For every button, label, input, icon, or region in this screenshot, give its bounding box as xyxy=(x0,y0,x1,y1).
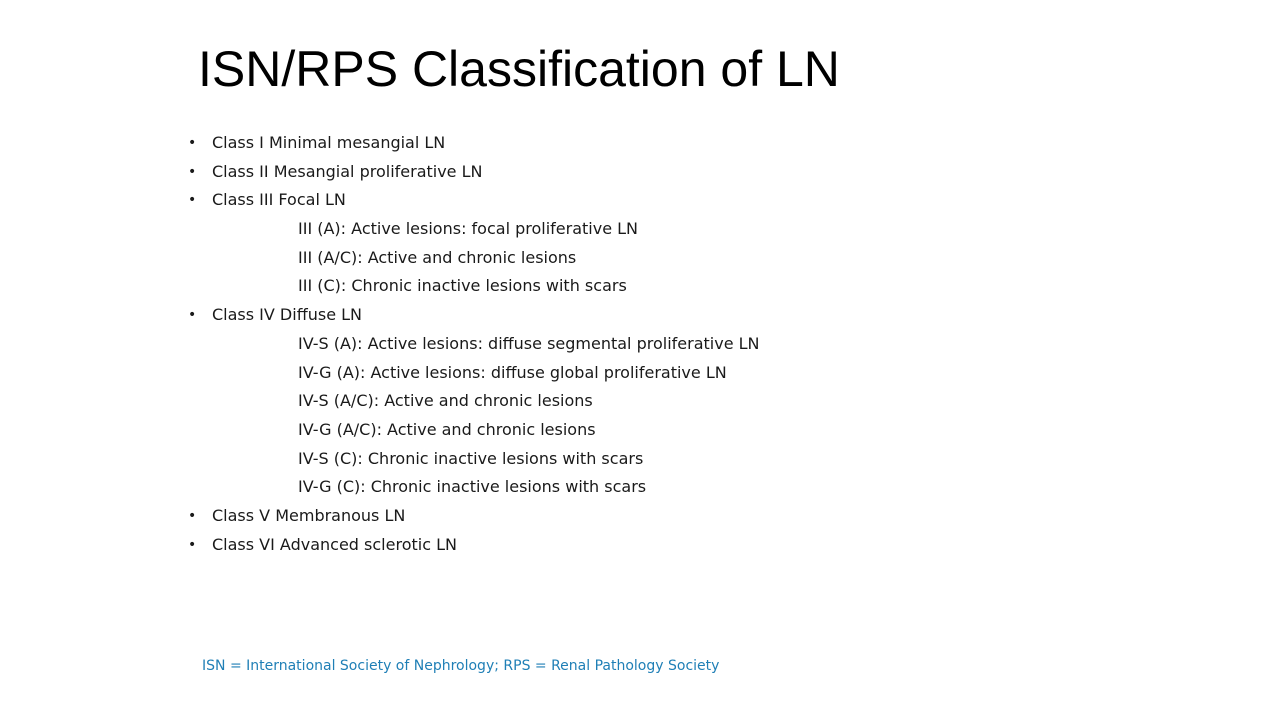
sub-item-iii-ac: III (A/C): Active and chronic lesions xyxy=(298,247,577,267)
bullet-icon: • xyxy=(188,135,197,151)
slide-title: ISN/RPS Classification of LN xyxy=(198,41,840,97)
sub-item-iii-c: III (C): Chronic inactive lesions with scars xyxy=(298,276,627,296)
list-item-text: Class VI Advanced sclerotic LN xyxy=(212,534,457,554)
sub-item-iv-s-a: IV-S (A): Active lesions: diffuse segmental proliferative LN xyxy=(298,333,760,353)
bullet-icon: • xyxy=(188,536,197,553)
list-item-text: Class IV Diffuse LN xyxy=(212,305,363,325)
sub-item-iv-g-ac: IV-G (A/C): Active and chronic lesions xyxy=(298,419,596,439)
list-item-text: Class II Mesangial proliferative LN xyxy=(212,161,483,181)
list-item-class-iii xyxy=(188,186,760,215)
list-item-class-ii xyxy=(188,158,760,187)
list-item-class-v xyxy=(188,502,760,531)
list-item-text: Class I Minimal mesangial LN xyxy=(212,133,446,152)
bullet-icon: • xyxy=(188,163,197,180)
classification-list xyxy=(188,129,760,559)
list-item-text: Class III Focal LN xyxy=(212,190,346,210)
sub-item-iv-g-a: IV-G (A): Active lesions: diffuse global proliferative LN xyxy=(298,362,727,382)
footnote: ISN = International Society of Nephrology; RPS = Renal Pathology Society xyxy=(202,658,720,674)
bullet-icon: • xyxy=(188,192,197,209)
sub-item-iv-g-c: IV-G (C): Chronic inactive lesions with scars xyxy=(298,477,647,497)
bullet-icon: • xyxy=(188,507,197,524)
list-item-class-i xyxy=(188,129,760,158)
bullet-icon: • xyxy=(188,307,197,324)
sub-item-iii-a: III (A): Active lesions: focal proliferative LN xyxy=(298,219,639,239)
list-item-text: Class V Membranous LN xyxy=(212,505,406,525)
sub-item-iv-s-c: IV-S (C): Chronic inactive lesions with scars xyxy=(298,448,644,468)
list-item-class-iv xyxy=(188,301,760,330)
list-item-class-vi xyxy=(188,531,760,560)
sub-item-iv-s-ac: IV-S (A/C): Active and chronic lesions xyxy=(298,391,593,411)
